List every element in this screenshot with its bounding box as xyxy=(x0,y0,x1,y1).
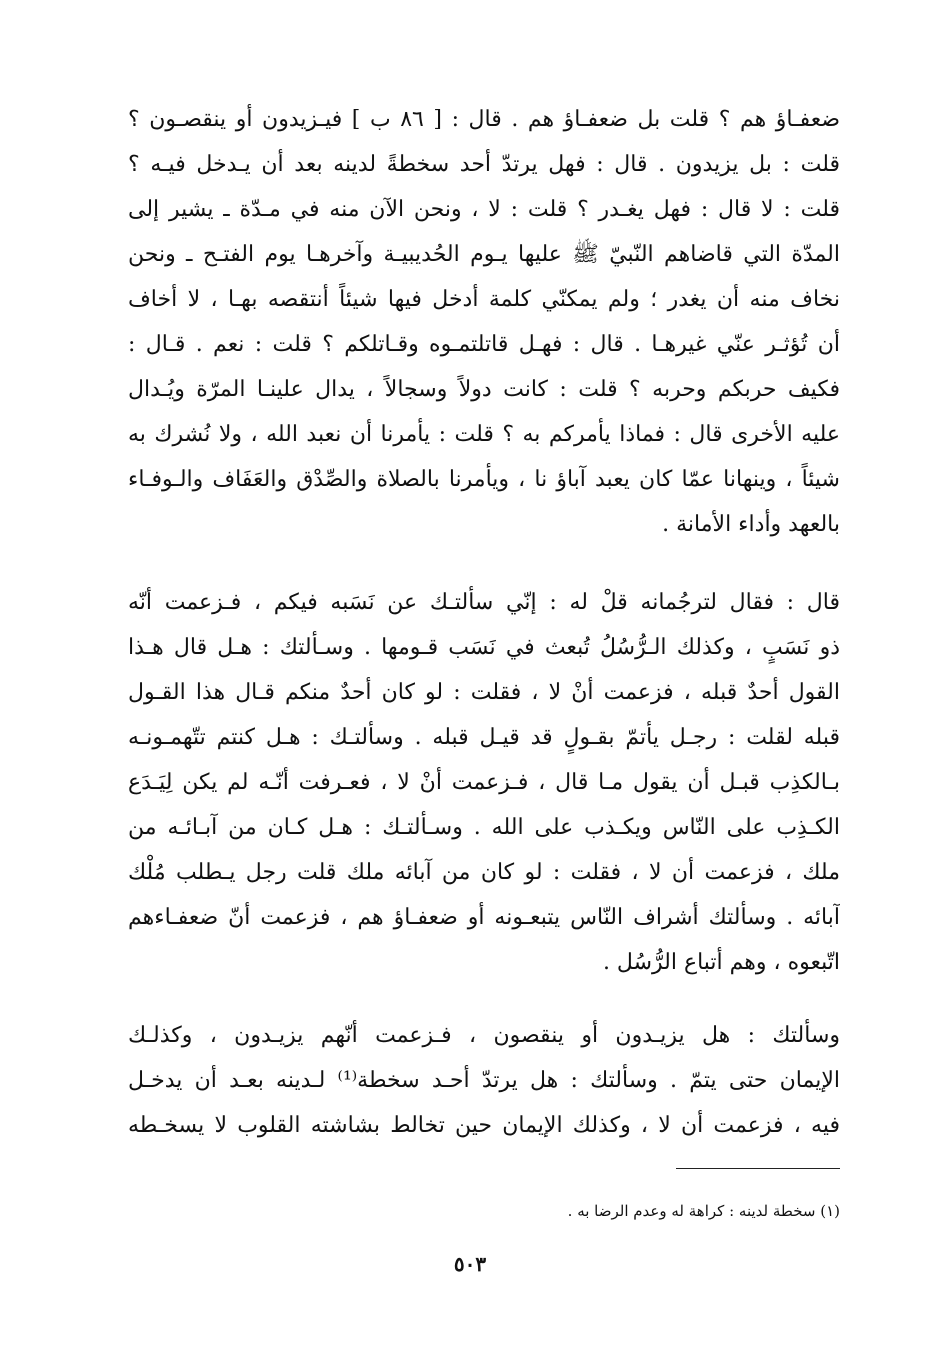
page-number: ٥٠٣ xyxy=(453,1252,487,1276)
text-line: عليه الأخرى قال : فماذا يأمركم به ؟ قلت : يأمرنا أن نعبد الله ، ولا نُشرك به xyxy=(128,422,840,447)
paragraph-1 xyxy=(128,97,840,547)
text-line: ضعفـاؤ هم ؟ قلت بل ضعفـاؤ هم . قال : [ ٨٦ ب ] فيـزيدون أو ينقصـون ؟ xyxy=(128,107,840,132)
text-line: قال : فقال لترجُمانه قلْ له : إنّي سألتـك عن نَسَبه فيكم ، فـزعمت أنّه xyxy=(128,590,840,615)
footnote: (١) سخطة لدينه : كراهة له وعدم الرضا به . xyxy=(567,1202,840,1220)
text-line: فيه ، فزعمت أن لا ، وكذلك الإيمان حين تخالط بشاشته القلوب لا يسخـطه xyxy=(128,1113,840,1138)
text-line: بـالكذِب قبـل أن يقول مـا قال ، فـزعمت أنْ لا ، فعـرفت أنّـه لم يكن لِيَـدَع xyxy=(128,770,840,795)
text-line: شيئاً ، وينهانا عمّا كان يعبد آباؤ نا ، ويأمرنا بالصلاة والصِّدْق والعَفَاف والـوفـاء xyxy=(128,467,840,492)
text-line: فكيف حربكم وحربه ؟ قلت : كانت دولاً وسجالاً ، يدال علينـا المرّة ويُـدال xyxy=(128,377,840,402)
text-line: المدّة التي قاضاهم النّبيّ ﷺ عليها يـوم الحُديبيـة وآخرهـا يوم الفتـح ـ ونحن xyxy=(128,242,840,267)
text-line: القول أحدٌ قبله ، فزعمت أنْ لا ، فقلت : لو كان أحدٌ منكم قـال هذا القـول xyxy=(128,680,840,705)
text-line: ذو نَسَبٍ ، وكذلك الـرُّسُلُ تُبعث في نَسَب قـومها . وسـألتك : هـل قال هـذا xyxy=(128,635,840,660)
paragraph-3 xyxy=(128,1013,840,1148)
text-line: وسألتك : هل يزيـدون أو ينقصون ، فـزعمت أنّهم يزيـدون ، وكذلـك xyxy=(128,1023,840,1048)
text-line: ملك ، فزعمت أن لا ، فقلت : لو كان من آبائه ملك قلت رجل يـطلب مُلْك xyxy=(128,860,840,885)
text-line: اتّبعوه ، وهم أتباع الرُّسُل . xyxy=(602,950,840,975)
text-line: أن تُؤثـر عنّي غيرهـا . قال : فهـل قاتلتمـوه وقـاتلكم ؟ قلت : نعم . قـال : xyxy=(128,332,840,357)
text-line: الكـذِب على النّاس ويكـذب على الله . وسـألتـك : هـل كـان من آبـائـه من xyxy=(128,815,840,840)
footnote-divider xyxy=(676,1168,840,1169)
text-line: قلت : بل يزيدون . قال : فهل يرتدّ أحد سخطةً لدينه بعد أن يـدخل فيـه ؟ xyxy=(128,152,840,177)
text-line: قلت : لا قال : فهل يغـدر ؟ قلت : لا ، ونحن الآن منه في مـدّة ـ يشير إلى xyxy=(128,197,840,222)
paragraph-2 xyxy=(128,580,840,985)
text-line: بالعهد وأداء الأمانة . xyxy=(662,512,840,537)
text-line: الإيمان حتى يتمّ . وسألتك : هل يرتدّ أحـد سخطة⁽¹⁾ لـدينه بعـد أن يدخـل xyxy=(128,1068,840,1093)
text-line: قبله لقلت : رجـل يأتمّ بقـولٍ قد قيـل قبله . وسألتـك : هـل كنتم تتّهمـونـه xyxy=(128,725,840,750)
text-line: آبائه . وسألتك أشراف النّاس يتبعـونه أو ضعفـاؤ هم ، فزعمت أنّ ضعفـاءهم xyxy=(128,905,840,930)
text-line: نخاف منه أن يغدر ؛ ولم يمكنّي كلمة أدخل فيها شيئاً أنتقصه بهـا ، لا أخاف xyxy=(128,287,840,312)
